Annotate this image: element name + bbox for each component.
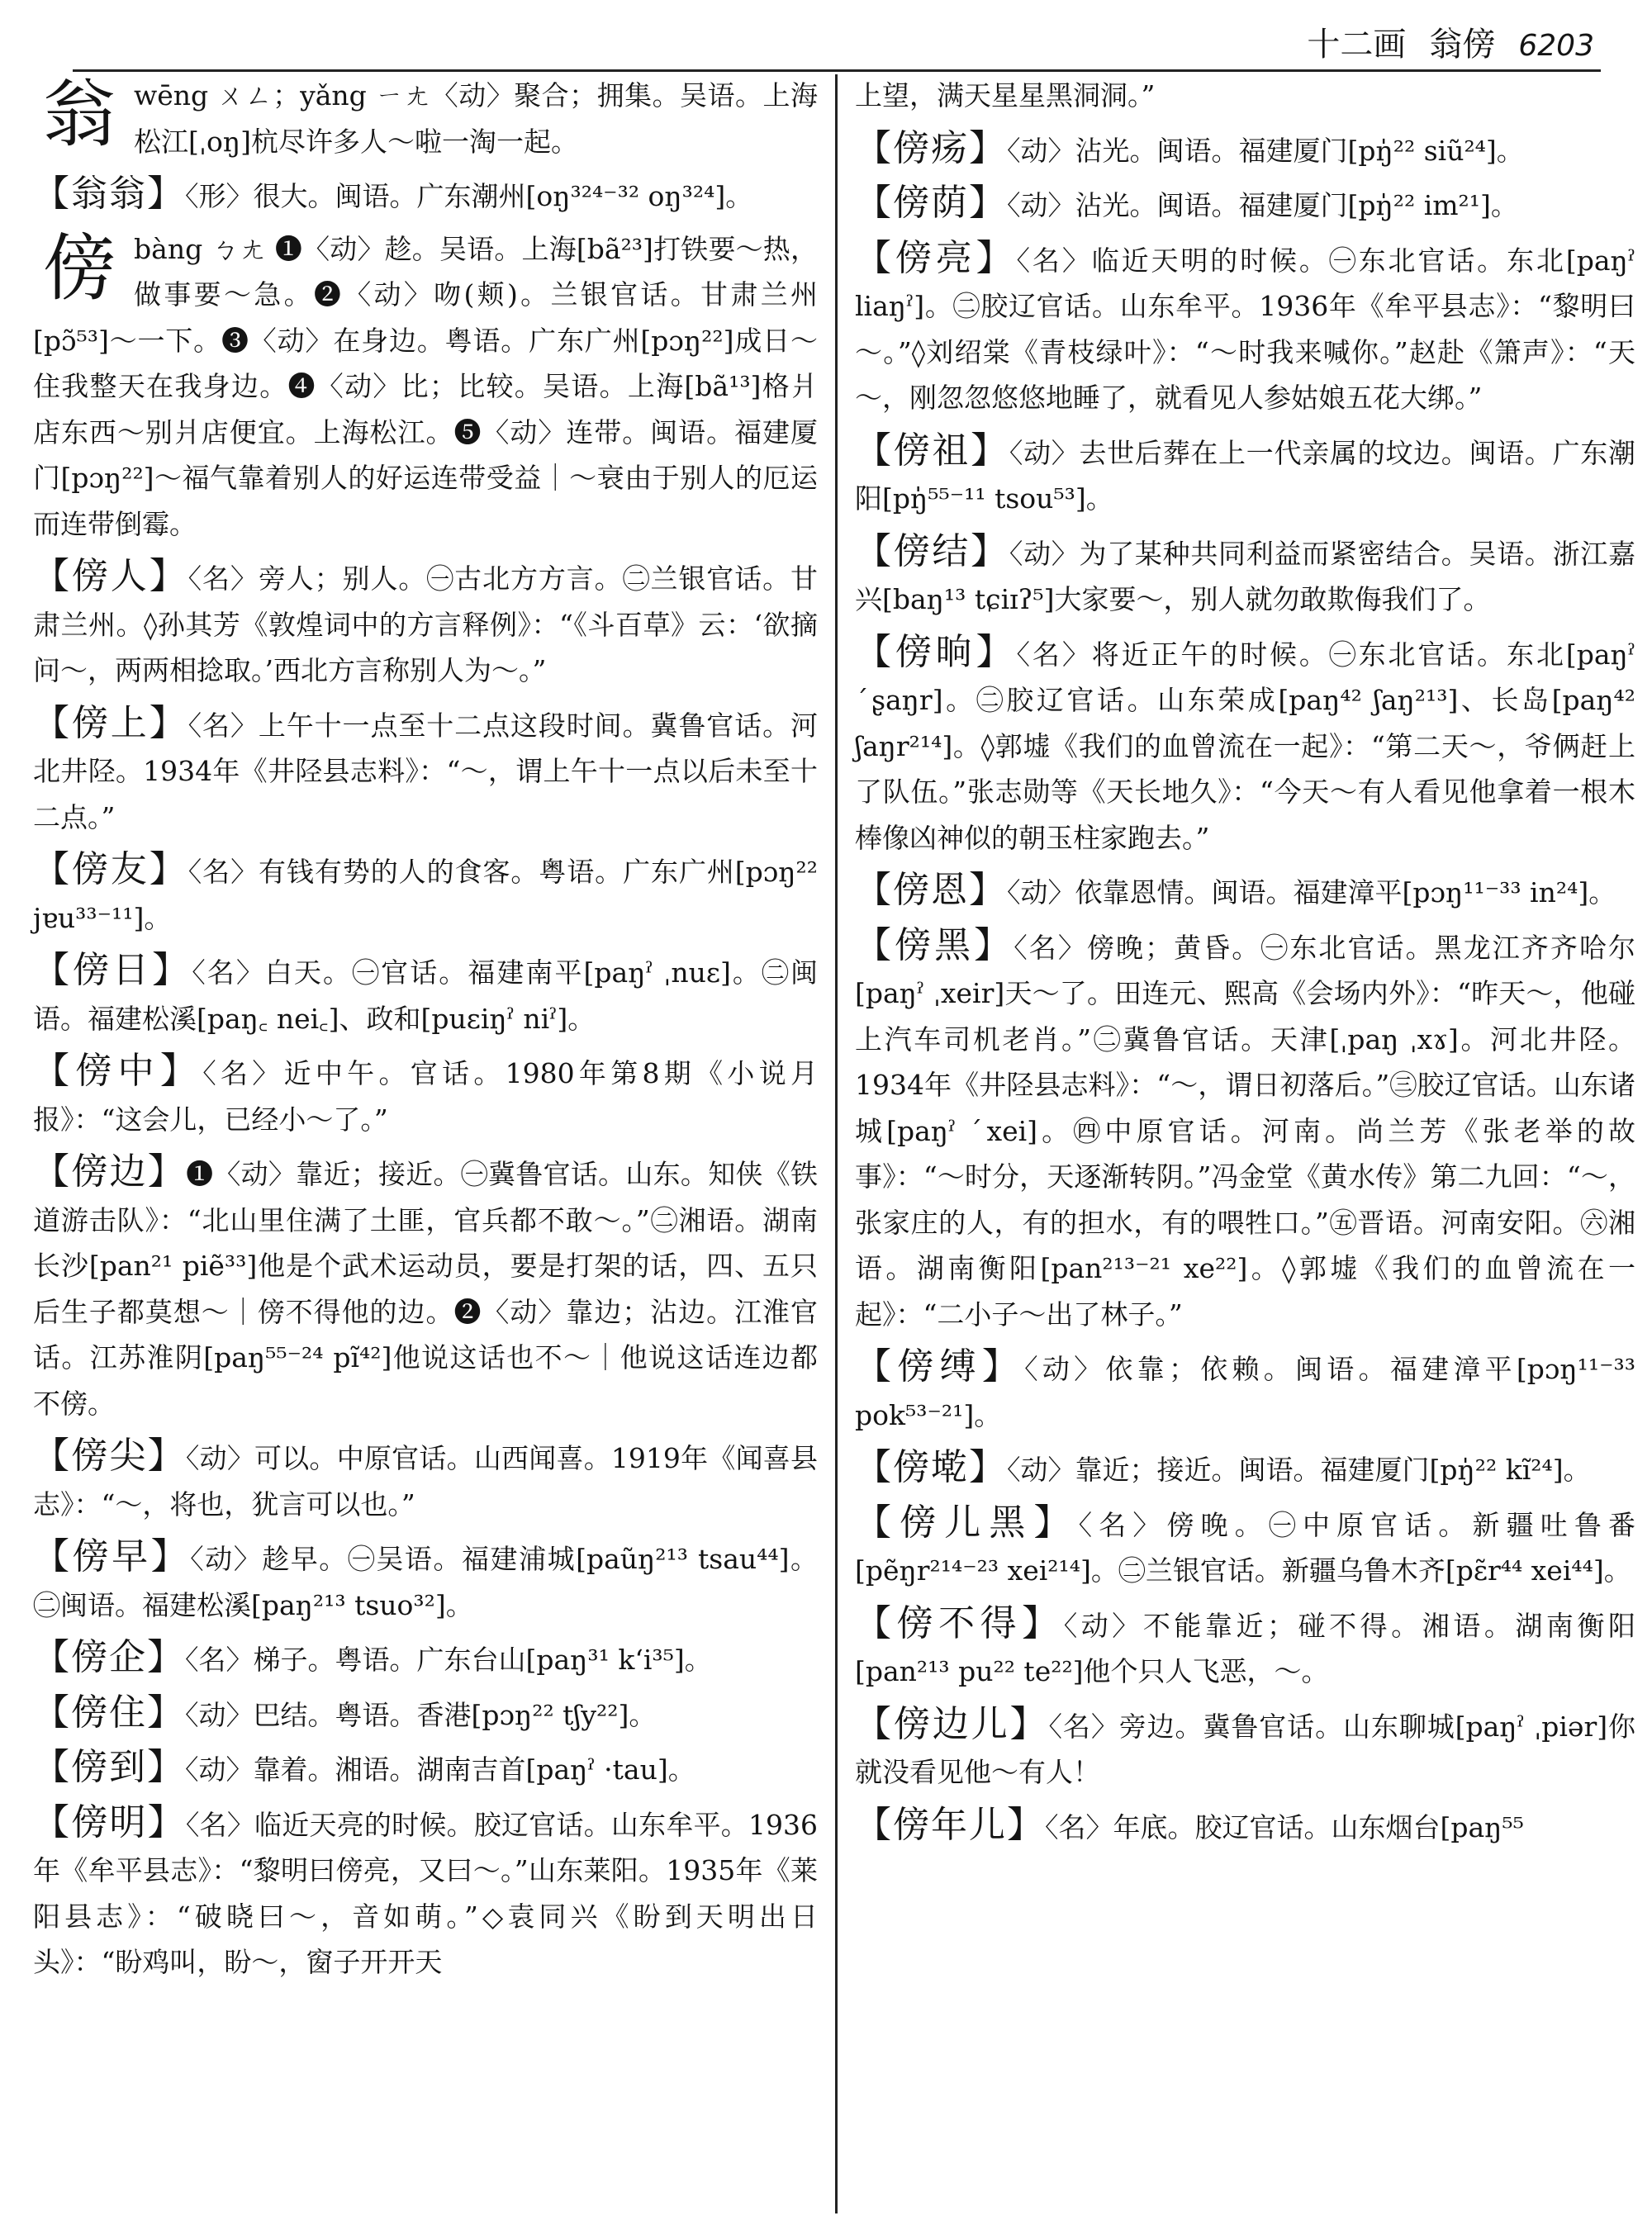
headword-char: 翁 xyxy=(43,72,116,157)
entry-text: bàng ㄅㄤ ❶〈动〉趁。吴语。上海[bã²³]打铁要～热，做事要～急。❷〈动〉吻(颊)。兰银官话。甘肃兰州[pɔ̃⁵³]～一下。❸〈动〉在身边。粤语。广东广州[pɔŋ²²]成日～住我整天在我身边。❹〈动〉比；比较。吴语。上海[bã¹³]格爿店东西～别爿店便宜。上海松江。❺〈动〉连带。闽语。福建厦门[pɔŋ²²]～福气靠着别人的好运连带受益｜～衰由于别人的厄运而连带倒霉。 xyxy=(33,232,818,540)
entry-text: 〈动〉靠近；接近。闽语。福建厦门[pŋ̍²² kĩ²⁴]。 xyxy=(1007,1454,1591,1486)
entry-text: 〈形〉很大。闽语。广东潮州[oŋ³²⁴⁻³² oŋ³²⁴]。 xyxy=(185,180,753,212)
entry-bangyang xyxy=(855,126,1635,174)
column-rule xyxy=(835,74,838,2213)
header-chars: 翁傍 xyxy=(1429,26,1496,64)
right-column xyxy=(855,73,1635,1857)
entry-banghei xyxy=(855,923,1635,1338)
entry-text: 〈动〉靠着。湘语。湖南吉首[paŋˀ ·tau]。 xyxy=(185,1753,695,1786)
entry-bangzhu xyxy=(33,1690,818,1739)
headword: 【傍疡】 xyxy=(855,126,1007,169)
entry-text: 〈动〉趁早。㊀吴语。福建浦城[paũŋ²¹³ tsau⁴⁴]。㊁闽语。福建松溪[paŋ²¹³ tsuo³²]。 xyxy=(33,1543,818,1621)
entry-bangshang-noon xyxy=(855,629,1635,861)
headword: 【傍祖】 xyxy=(855,429,1009,472)
entry-text: 〈动〉不能靠近；碰不得。湘语。湖南衡阳[pan²¹³ pu²² te²²]他个只人飞恶，～。 xyxy=(855,1609,1636,1687)
entry-text: wēng ㄨㄥ；yǎng ㄧㄤ〈动〉聚合；拥集。吴语。上海松江[ˌoŋ]杭尽许多人～啦一淘一起。 xyxy=(134,79,818,158)
headword: 【傍恩】 xyxy=(855,869,1007,911)
headword: 【傍墘】 xyxy=(855,1446,1007,1488)
entry-text: 〈动〉沾光。闽语。福建厦门[pŋ̍²² im²¹]。 xyxy=(1007,189,1518,221)
entry-text: 〈名〉上午十一点至十二点这段时间。冀鲁官话。河北井陉。1934年《井陉县志料》：“～，谓上午十一点以后未至十二点。” xyxy=(33,709,819,833)
headword: 【傍荫】 xyxy=(855,182,1007,224)
entry-bangbianer xyxy=(855,1701,1635,1796)
running-header xyxy=(1307,18,1594,68)
headword: 【傍边】 xyxy=(33,1151,187,1193)
entry-text: 〈动〉依靠恩情。闽语。福建漳平[pɔŋ¹¹⁻³³ in²⁴]。 xyxy=(1007,876,1616,909)
entry-bangnianer xyxy=(855,1802,1635,1851)
headword: 【翁翁】 xyxy=(33,173,185,215)
entry-bangerhei xyxy=(855,1500,1635,1594)
entry-text: 〈名〉旁人；别人。㊀古北方方言。㊁兰银官话。甘肃兰州。◊孙其芳《敦煌词中的方言释例》：“《斗百草》云：‘欲摘问～，两两相捻取。’西北方言称别人为～。” xyxy=(33,562,819,686)
headword: 【傍人】 xyxy=(33,555,188,597)
entry-bangyin xyxy=(855,180,1635,229)
entry-bangshang xyxy=(33,700,818,841)
entry-bangyou xyxy=(33,847,818,941)
entry-text: 〈名〉傍晚；黄昏。㊀东北官话。黑龙江齐齐哈尔[paŋˀ ˌxeir]天～了。田连元、熙高《会场内外》：“昨天～，他碰上汽车司机老肖。”㊁冀鲁官话。天津[ˌpaŋ ˌxɤ]。河北井陉。1934年《井陉县志料》：“～，谓日初落后。”㊂胶辽官话。山东诸城[paŋˀ ˊxei]。㊃中原官话。河南。尚兰芳《张老举的故事》：“～时分，天逐渐转阴。”冯金堂《黄水传》第二九回：“～，张家庄的人，有的担水，有的喂牲口。”㊄晋语。河南安阳。㊅湘语。湖南衡阳[pan²¹³⁻²¹ xe²²]。◊郭墟《我们的血曾流在一起》：“二小子～出了林子。” xyxy=(855,931,1636,1331)
entry-continuation xyxy=(855,73,1635,119)
entry-text: 〈名〉旁边。冀鲁官话。山东聊城[paŋˀ ˌpiər]你就没看见他～有人！ xyxy=(855,1710,1635,1788)
entry-text: 〈动〉依靠；依赖。闽语。福建漳平[pɔŋ¹¹⁻³³ pok⁵³⁻²¹]。 xyxy=(855,1353,1636,1431)
headword: 【傍尖】 xyxy=(33,1435,186,1477)
headword: 【傍企】 xyxy=(33,1636,185,1678)
entry-char-bang xyxy=(33,226,818,548)
headword: 【傍住】 xyxy=(33,1691,185,1734)
entry-bangqi xyxy=(33,1635,818,1683)
headword: 【傍儿黑】 xyxy=(855,1501,1079,1544)
headword-char: 傍 xyxy=(43,225,116,311)
headword: 【傍到】 xyxy=(33,1746,185,1788)
entry-text: 〈名〉近中午。官话。1980年第8期《小说月报》：“这会儿，已经小～了。” xyxy=(33,1057,818,1136)
entry-text: 〈名〉白天。㊀官话。福建南平[paŋˀ ˌnuɛ]。㊁闽语。福建松溪[paŋ꜀ nei꜀]、政和[puɛiŋˀ niˀ]。 xyxy=(33,956,818,1035)
entry-text: 〈动〉可以。中原官话。山西闻喜。1919年《闻喜县志》：“～，将也，犹言可以也。” xyxy=(33,1442,819,1521)
entry-text: 〈名〉将近正午的时候。㊀东北官话。东北[paŋˀ ˊʂaŋr]。㊁胶辽官话。山东荣成[paŋ⁴² ʃaŋ²¹³]、长岛[paŋ⁴² ʃaŋr²¹⁴]。◊郭墟《我们的血曾流在一起》：“第二天～，爷俩赶上了队伍。”张志勋等《天长地久》：“今天～有人看见他拿着一根木棒像凶神似的朝玉柱家跑去。” xyxy=(855,638,1636,854)
headword: 【傍友】 xyxy=(33,848,188,890)
entry-bangzao xyxy=(33,1534,818,1628)
page-number: 6203 xyxy=(1518,29,1594,63)
entry-bangren xyxy=(33,553,818,694)
entry-text: ❶〈动〉靠近；接近。㊀冀鲁官话。山东。知侠《铁道游击队》：“北山里住满了土匪，官兵都不敢～。”㊁湘语。湖南长沙[pan²¹ piẽ³³]他是个武术运动员，要是打架的话，四、五只后生子都莫想～｜傍不得他的边。❷〈动〉靠边；沾边。江淮官话。江苏淮阴[paŋ⁵⁵⁻²⁴ pĩ⁴²]他说这话也不～｜他说这话连边都不傍。 xyxy=(33,1158,819,1420)
left-column xyxy=(33,73,818,1992)
entry-text: 〈名〉临近天亮的时候。胶辽官话。山东牟平。1936年《牟平县志》：“黎明曰傍亮，又曰～。”山东莱阳。1935年《莱阳县志》：“破晓曰～，音如萌。”◇袁同兴《盼到天明出日头》：“盼鸡叫，盼～，窗子开开天 xyxy=(33,1808,819,1978)
entry-bangliang xyxy=(855,235,1635,421)
headword: 【傍不得】 xyxy=(855,1601,1064,1644)
entry-bangdao xyxy=(33,1744,818,1793)
entry-bangbude xyxy=(855,1601,1635,1695)
headword: 【傍边儿】 xyxy=(855,1702,1049,1745)
entry-text: 〈名〉梯子。粤语。广东台山[paŋ³¹ kʻi³⁵]。 xyxy=(185,1644,712,1676)
entry-text: 〈名〉傍晚。㊀中原官话。新疆吐鲁番[pẽŋr²¹⁴⁻²³ xei²¹⁴]。㊁兰银官话。新疆乌鲁木齐[pɛ̃r⁴⁴ xei⁴⁴]。 xyxy=(855,1508,1636,1587)
entry-bangzu xyxy=(855,428,1635,522)
entry-text: 〈动〉沾光。闽语。福建厦门[pŋ̍²² siũ²⁴]。 xyxy=(1007,134,1524,167)
entry-bangjie xyxy=(855,529,1635,623)
entry-char-weng xyxy=(33,73,818,164)
headword: 【傍缚】 xyxy=(855,1345,1025,1388)
headword: 【傍年儿】 xyxy=(855,1803,1045,1846)
headword: 【傍晌】 xyxy=(855,630,1017,673)
header-rule xyxy=(73,69,1601,72)
entry-bangzhong xyxy=(33,1048,818,1142)
headword: 【傍日】 xyxy=(33,949,192,991)
entry-text: 〈动〉巴结。粤语。香港[pɔŋ²² tʃy²²]。 xyxy=(185,1698,657,1731)
entry-bangming xyxy=(33,1800,818,1986)
headword: 【傍亮】 xyxy=(855,236,1017,279)
headword: 【傍中】 xyxy=(33,1050,203,1092)
entry-text: 〈名〉有钱有势的人的食客。粤语。广东广州[pɔŋ²² jɐu³³⁻¹¹]。 xyxy=(33,856,818,934)
entry-bangqian xyxy=(855,1445,1635,1493)
entry-bangen xyxy=(855,867,1635,916)
entry-wengweng xyxy=(33,171,818,220)
entry-text: 〈名〉年底。胶辽官话。山东烟台[paŋ⁵⁵ xyxy=(1045,1810,1524,1843)
headword: 【傍早】 xyxy=(33,1535,191,1578)
header-section: 十二画 xyxy=(1307,26,1407,64)
headword: 【傍黑】 xyxy=(855,923,1014,966)
headword: 【傍明】 xyxy=(33,1801,186,1843)
entry-text: 〈名〉临近天明的时候。㊀东北官话。东北[paŋˀ liaŋˀ]。㊁胶辽官话。山东牟平。1936年《牟平县志》：“黎明曰～。”◊刘绍棠《青枝绿叶》：“～时我来喊你。”赵赴《箫声》：“天～，刚忽忽悠悠地睡了，就看见人参姑娘五花大绑。” xyxy=(855,244,1636,414)
headword: 【傍结】 xyxy=(855,529,1009,572)
entry-text: 〈动〉去世后葬在上一代亲属的坟边。闽语。广东潮阳[pŋ̍⁵⁵⁻¹¹ tsou⁵³]。 xyxy=(855,436,1636,515)
entry-text: 〈动〉为了某种共同利益而紧密结合。吴语。浙江嘉兴[baŋ¹³ tɕiɪʔ⁵]大家要～，别人就勿敢欺侮我们了。 xyxy=(855,537,1636,615)
entry-bangjian xyxy=(33,1433,818,1527)
entry-text: 上望，满天星星黑洞洞。” xyxy=(855,79,1156,112)
headword: 【傍上】 xyxy=(33,701,188,744)
entry-bangfu xyxy=(855,1344,1635,1438)
entry-bangbian xyxy=(33,1149,818,1426)
entry-bangri xyxy=(33,947,818,1041)
